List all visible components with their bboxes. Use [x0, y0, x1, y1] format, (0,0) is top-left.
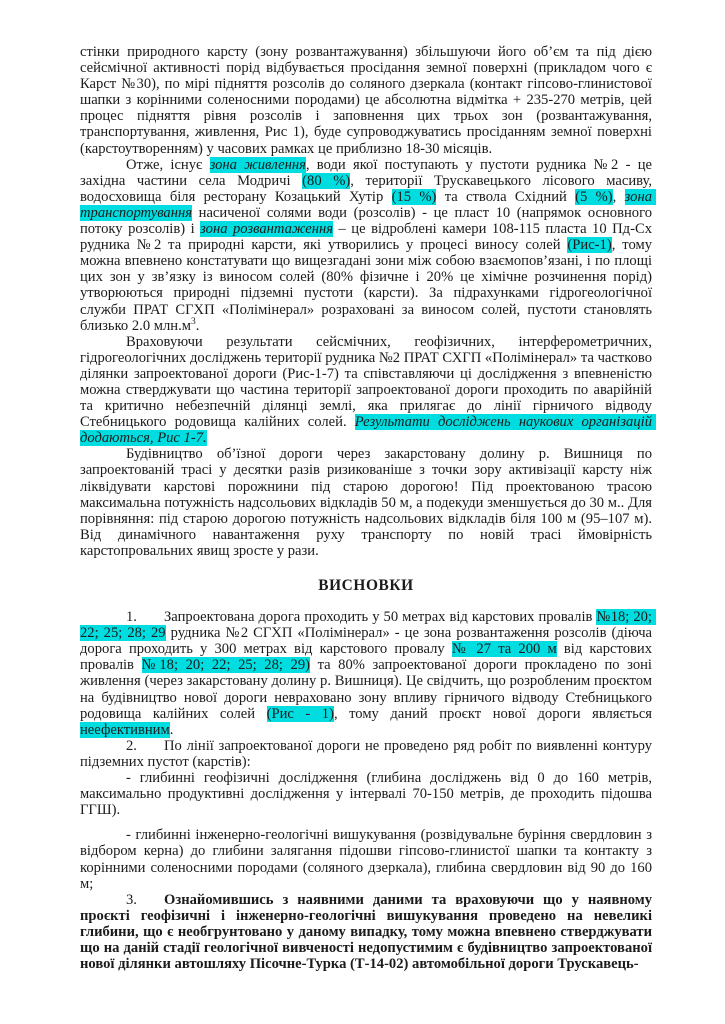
highlighted-text: Результати досліджень наукових організацій додаються, Рис 1-7.	[80, 414, 656, 447]
text-run: рудника №2 СГХП «Полімінерал» - це зона розвантаження розсолів (діюча дорога проходить у 300 метрах від карстового провалу	[80, 625, 656, 658]
text-run: 3	[190, 316, 196, 327]
text-run: та ствола Східний	[436, 188, 576, 205]
text-run: .	[169, 721, 174, 738]
text-run: - глибинні геофізичні дослідження (глибина досліджень від 0 до 160 метрів, максимально продуктивні дослідження у інтервалі 70-150 метрів, де проходить підошва ГГШ).	[80, 770, 656, 819]
highlighted-text: (80 %)	[302, 172, 351, 189]
text-run: , тому можна впевнено констатувати що вищезгадані зони між собою взаємопов’язані, і по площі цих зон у зв’язку із виносом солей (80% фізичне і 20% це хімічне розчинення порід) утворюються природні підземні пустоти (карсти). За підрахунками гідрогеологічної служби ПРАТ СГХП «Полімінерал» розраховані за виносом солей, пустоти становлять близько 2.0 млн.м	[80, 237, 656, 334]
highlighted-text: (Рис-1)	[567, 237, 612, 254]
highlighted-text: зона розвантаження	[200, 221, 333, 238]
text-run: , тому даний проєкт нової дороги являється	[333, 705, 656, 722]
text-run: від карстових провалів	[80, 641, 656, 674]
text-run: ВИСНОВКИ	[318, 577, 414, 594]
text-run: Запроектована дорога проходить у 50 метрах від карстових провалів	[164, 609, 597, 626]
highlighted-text: (5 %)	[575, 188, 613, 205]
highlighted-text: (15 %)	[391, 188, 437, 205]
paragraph-continuation	[80, 44, 656, 157]
highlighted-text: неефективним	[80, 721, 170, 738]
conclusion-item-2-sub-1	[80, 770, 656, 819]
text-run: ,	[612, 188, 625, 205]
conclusion-item-2	[80, 737, 656, 770]
list-number: 3.	[126, 891, 137, 908]
conclusions-heading	[80, 578, 652, 594]
highlighted-text: зона живлення	[209, 156, 306, 173]
highlighted-text: (Рис - 1)	[266, 705, 334, 722]
conclusion-item-3	[80, 891, 656, 973]
conclusion-item-2-sub-2	[80, 827, 656, 892]
list-number: 1.	[126, 609, 137, 626]
text-run: , води якої поступають у пустоти рудника №2 - це західна частини села Модричі	[80, 156, 656, 189]
text-run: - глибинні інженерно-геологічні вишукування (розвідувальне буріння свердловин з відбором керна) до глибини залягання підошви гіпсово-глинистої шапки та контакту з корінними соленосними породами (соляного дзеркала), глибина свердловин від 90 до 160 м;	[80, 827, 656, 892]
highlighted-text: №18; 20; 22; 25; 28; 29)	[141, 657, 310, 674]
paragraph-research	[80, 333, 656, 447]
highlighted-text: №18; 20; 22; 25; 28; 29	[80, 609, 656, 642]
text-run: Ознайомившись з наявними даними та враховуючи що у наявному проєкті геофізичні і інженерно-геологічні вишукування проведено на невеликі глибини, що є необгрунтовано у даному випадку, тому можна впевнено стверджувати що на даній стадії геологічної вивченості недопустимим є будівництво запроектованої нової ділянки автошляху Пісочне-Турка (Т-14-02) автомобільної дороги Трускавець-	[80, 891, 656, 973]
highlighted-text: зона транспортування	[80, 188, 656, 221]
text-run: та 80% запроектованої дороги прокладено по зоні живлення (через закарстовану долину р. Вишниця). Це свідчить, що розробленим проєктом на будівництво нової дороги невраховано зону впливу гірничого відводу Стебницького родовища калійних солей	[80, 657, 656, 722]
text-run: насиченої солями води (розсолів) - це пласт 10 (напрямок основного потоку розсолів) і	[80, 204, 656, 238]
highlighted-text: № 27 та 200 м	[451, 641, 557, 658]
text-run: По лінії запроектованої дороги не проведено ряд робіт по виявленні контуру підземних пустот (карстів):	[80, 737, 656, 770]
text-run: Враховуючи результати сейсмічних, геофізичних, інтерферометричних, гідрогеологічних досліджень території рудника №2 ПРАТ СХГП «Полімінерал» та частково ділянки запроектованої дороги (Рис-1-7) та співставляючи ці дослідження з впевненістю можна стверджувати що частина території запроектованої дороги проходить по аварійній та критично небезпечній ділянці землі, яка прилягає до лінії гірничого відводу Стебницького родовища калійних солей.	[80, 333, 656, 431]
paragraph-road-risk	[80, 446, 656, 559]
conclusion-item-1	[80, 609, 656, 738]
text-run: .	[195, 317, 200, 334]
text-run: , території Трускавецького лісового масиву, водосховища біля ресторану Козацький Хутір	[80, 172, 656, 205]
text-run: – це відроблені камери 108-115 пласта 10 Пд-Сх рудника №2 та природні карсти, які утворились у процесі виносу солей	[80, 221, 656, 254]
text-run: Отже, існує	[126, 156, 210, 173]
text-run: Будівництво об’їзної дороги через закарстовану долину р. Вишниця по запроектованій трасі у десятки разів ризикованіше з точки зору активізації карсту ніж ліквідувати карстові порожнини під старою дорогою! Під проектованою трасою максимальна потужність надсольових відкладів 50 м, а подекуди зменшується до 30 м.. Для порівняння: під старою дорогою потужність надсольових відкладів біля 100 м (95–107 м). Від динамічного навантаження руху транспорту по новій трасі ймовірність карстопровальних явищ зросте у рази.	[80, 446, 656, 559]
list-number: 2.	[126, 737, 137, 754]
document-body	[80, 44, 656, 973]
paragraph-zones	[80, 156, 656, 334]
text-run: стінки природного карсту (зону розвантажування) збільшуючи його об’єм та під дією сейсмічної активності порід відбувається просідання земної поверхні (прикладом чого є Карст №30), по мірі підняття розсолів до соляного дзеркала (контакт гіпсово-глинистової шапки з корінними соленосними породами) це абсолютна відмітка + 235-270 метрів, цей процес підняття рівня розсолів і заповнення цих трьох зон (розвантажування, транспортування, живлення, Рис 1), буде супроводжуватись просіданням земної поверхні (карстоутворенням) у часових рамках це приблизно 18-30 місяців.	[80, 44, 656, 157]
